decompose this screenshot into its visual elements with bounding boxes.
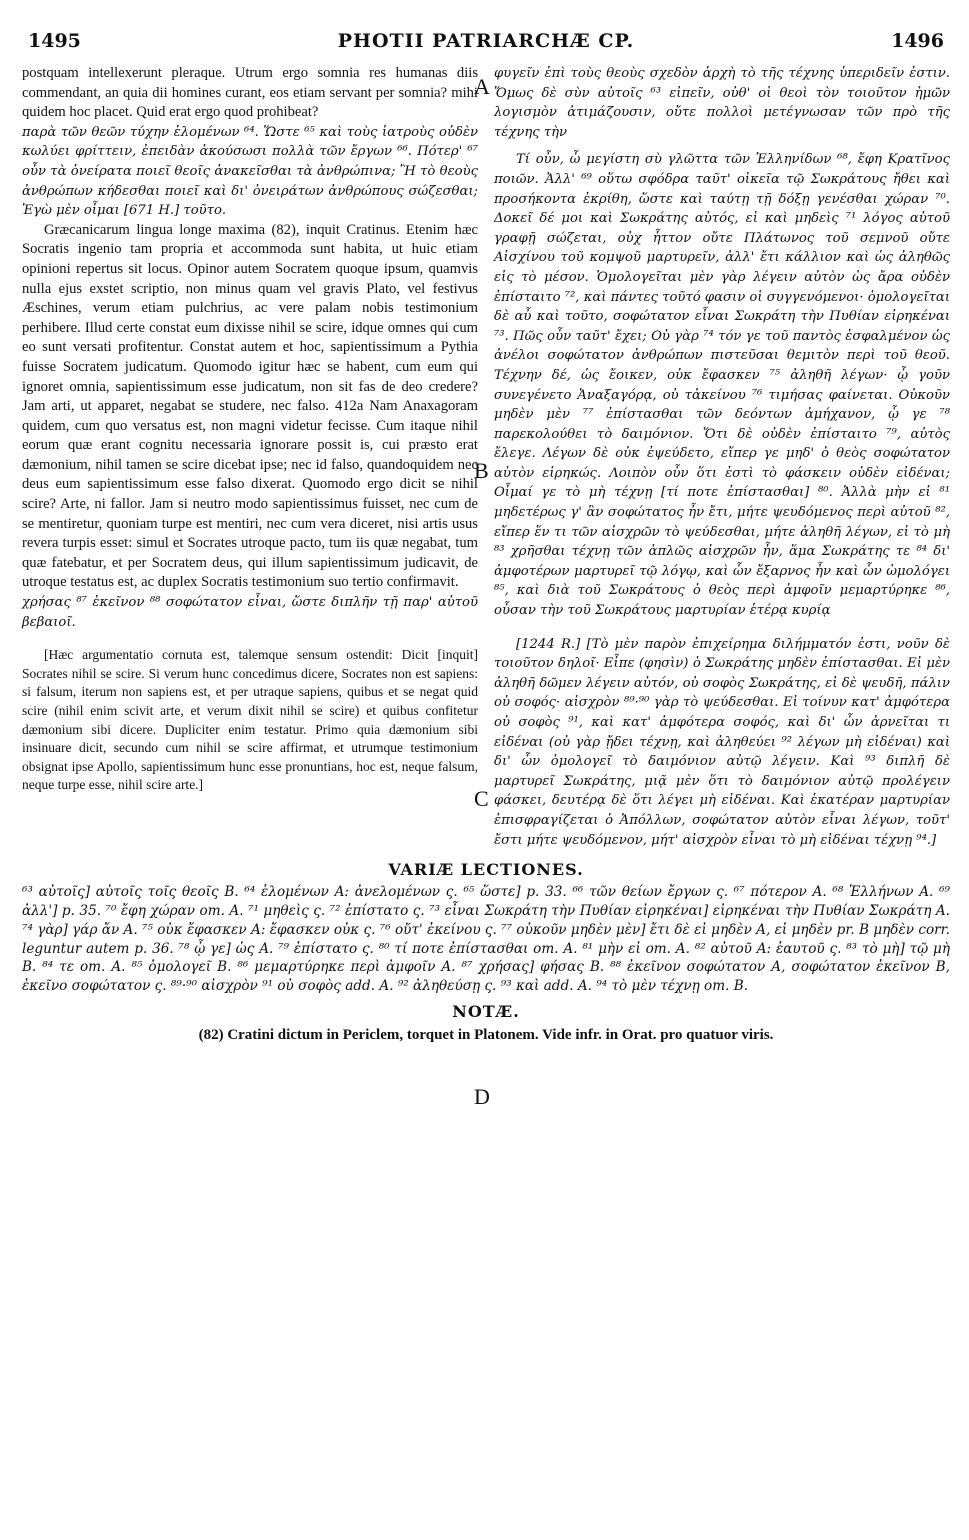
column-number-right: 1496 — [891, 30, 944, 52]
latin-scholion: [Hæc argumentatio cornuta est, talemque sensum ostendit: Dicit [inquit] Socrates nihil se scire. Si verum hunc concedimus dicere, Socrates non est sapiens: si falsum, iterum non sapiens est, et per utraque sapiens, quibus et se negat quid scire (nihil enim scivit arte, et verum dixit nihil se scire) et quibus confitetur dæmonium sibi dicere. Dupliciter enim testatur. Primo quia dæmonium sibi insinuare dicit, secundo cum nihil se scire affirmat, et utrumque testimonium obsignat ipse Apollo, sapientissimum hunc esse pronuntians, hoc est, neque falsum, neque turpe esse, nihil scire arte.] — [22, 647, 478, 793]
margin-letter-a: A — [474, 74, 490, 99]
notae-text: (82) Cratini dictum in Periclem, torquet in Platonem. Vide infr. in Orat. pro quatuor viris. — [198, 1026, 774, 1043]
greek-scholion: [1244 R.] [Τὸ μὲν παρὸν ἐπιχείρημα διλήμματόν ἐστι, νοῦν δὲ τοιοῦτον δηλοῖ· Εἶπε (φησὶν) ὁ Σωκράτης μηδὲν ἐπίστασθαι. Εἰ μὲν ἀληθῆ δῶμεν λέγειν αὐτόν, οὐ σοφὸς Σωκράτης, εἰ δὲ ψευδῆ, πάλιν οὐ σοφός· αἰσχρὸν ⁸⁹·⁹⁰ γὰρ τὸ ψεύδεσθαι. Εἰ τοίνυν κατ' ἀμφότερα οὐ σοφὸς ⁹¹, καὶ κατ' ἀμφότερα σοφός, καὶ δι' ὧν ἀρνεῖται τι εἰδέναι (οὐ γὰρ ᾔδει τέχνῃ, καὶ ἀληθεύει ⁹² λέγων μὴ εἰδέναι) καὶ δι' ὧν ὁμολογεῖ τὸ δαιμόνιον αὐτῷ λέγειν. Καὶ ⁹³ διπλῆ δὲ μαρτυρεῖ Σωκράτης, μιᾷ μὲν ὅτι τὸ δαιμόνιον αὐτῷ προλέγειν φάσκει, δευτέρᾳ δὲ ὅτι λέγει μὴ εἰδέναι. Καὶ ἑκατέραν μαρτυρίαν ἐπισφραγίζεται ὁ Ἀπόλλων, σοφώτατον αὐτὸν εἶναι λέγων, τοῦτ' ἔστι μήτε ψευδόμενον, μήτ' αἰσχρὸν εἶναι τὸ μὴ εἰδέναι τέχνῃ ⁹⁴.] — [494, 636, 950, 848]
margin-letter-b: B — [474, 458, 489, 483]
running-title: PHOTII PATRIARCHÆ CP. — [337, 30, 635, 52]
variae-lectiones-title: VARIÆ LECTIONES. — [388, 860, 584, 880]
margin-letter-c: C — [474, 786, 489, 811]
latin-paragraph-2: Græcanicarum lingua longe maxima (82), inquit Cratinus. Etenim hæc Socratis ingenio tam propria et accommoda sunt habita, ut huic etiam opinioni repertus sit locus. Opinor autem Socratem quoque ipsum, quamvis nulla ejus exstet scriptio, non minus quam vel gravis Plato, vel festivus Æschines, verum etiam pulchrius, ac vere palam nobis testimonium perhibere. Illud certe constat eum dixisse nihil se scire, idque omnes qui cum eo sunt versati profitentur. Constat autem et hoc, sapientissimum a Pythia fuisse Socratem judicatum. Quomodo igitur hæc se habent, cum eum qui ignoret omnia, sapientissimum esse judicatum, non sit fas de deo credere? Jam arti, ut apparet, negabat se studere, nec falso. 412a Nam Anaxagoram quidem, cum quo versatus est, non magni videtur fecisse. Cum itaque nihil eorum quæ erant cognitu necessaria ignorare possit is, cui præsto erat dæmonium, nihil tamen se scire dicebat ipse; nec id falso, quandoquidem nec deus eum sapientissimum esse falso dixerat. Quomodo ergo dicit se nihil scire? Arte, ni fallor. Jam si neutro modo sapientissimus fuisset, nec cum de se mentiretur, quoniam turpe est mentiri, nec cum vera diceret, nisi artis usus revera turpis esset: simul et Socrates utroque pacto, tum iis quæ negabat, tum quæ fatebatur, et per Socratem deus, qui illum sapientissimum judicavit, de utroque testatus est, ac duplex Socratis testimonium suo tertio confirmavit. — [22, 221, 478, 591]
column-number-left: 1495 — [28, 30, 81, 52]
margin-letter-d: D — [474, 1084, 490, 1109]
latin-paragraph-1: postquam intellexerunt pleraque. Utrum ergo somnia res humanas diis commendant, an quia dii homines curant, eos etiam servant per somnia? mihi quidem hoc placet. Quid erat ergo quod prohibeat? — [22, 65, 478, 121]
greek-paragraph-1: φυγεῖν ἐπὶ τοὺς θεοὺς σχεδὸν ἀρχὴ τὸ τῆς τέχνης ὑπεριδεῖν ἐστιν. Ὅμως δὲ σὺν αὐτοῖς ⁶³ εἰπεῖν, οὐθ' οἱ θεοὶ τὸν τοιοῦτον ἡμῶν λογισμὸν ἀτιμάζουσιν, οὔτε πολλοὶ μετέγνωσαν τῶν πρὸ τῆς τέχνης τὴν — [494, 66, 950, 140]
greek-paragraph-2: Τί οὖν, ὦ μεγίστη σὺ γλῶττα τῶν Ἑλληνίδων ⁶⁸, ἔφη Κρατῖνος ποιῶν. Ἀλλ' ⁶⁹ οὕτω σφόδρα ταῦτ' οἰκεῖα τῷ Σωκράτους ἤθει καὶ προσήκοντα ἐκρίθη, ὥστε καὶ ταύτῃ τῇ δόξῃ γενέσθαι χώραν ⁷⁰. Δοκεῖ δέ μοι καὶ Σωκράτης αὐτός, εἰ καὶ μηδεὶς ⁷¹ λόγος αὐτοῦ γραφῇ σώζεται, οὐχ ἧττον οὔτε Πλάτωνος τοῦ σεμνοῦ οὔτε Αἰσχίνου τοῦ κομψοῦ μαρτυρεῖν, ἀλλ' ἔτι κάλλιον καὶ ὡς ἀληθῶς εἰς τὸ μέσον. Ὁμολογεῖται μὲν γὰρ λέγειν αὐτὸν ὡς ἄρα οὐδὲν ἐπίσταιτο ⁷², καὶ πάντες τοῦτό φασιν οἱ συγγενόμενοι· ὁμολογεῖται δὲ αὖ καὶ τοῦτο, σοφώτατον εἶναι Σωκράτη τὴν Πυθίαν εἰρηκέναι ⁷³. Πῶς οὖν ταῦτ' ἔχει; Οὐ γὰρ ⁷⁴ τόν γε τοῦ παντὸς ἐσφαλμένον ὡς ἀνέλοι σοφώτατον ἀνθρώπων πιστεῦσαι θεμιτὸν περὶ τοῦ θεοῦ. Τέχνην δέ, ὡς ἔοικεν, οὐκ ἔφασκεν ⁷⁵ ἀληθῆ λέγων· ᾧ γοῦν συνεγένετο Ἀναξαγόρᾳ, οὐ τἀκείνου ⁷⁶ τιμήσας φαίνεται. Οὐκοῦν μηδὲν μὲν ⁷⁷ ἐπίστασθαι τῶν δεόντων ἀμήχανον, ᾧ γε ⁷⁸ παρεκολούθει τὸ δαιμόνιον. Ὅτι δὲ οὐδὲν ἐπίσταιτο ⁷⁹, αὐτὸς ἔλεγε. Λέγων δὲ οὐκ ἐψεύδετο, εἴπερ γε μηδ' ὁ θεὸς σοφώτατον αὐτὸν εἰρηκώς. Λοιπὸν οὖν ὅτι ἐστὶ τὸ φάσκειν οὐδὲν εἰδέναι; Οἶμαί γε τὸ μὴ τέχνῃ [τί ποτε ἐπίστασθαι] ⁸⁰. Ἀλλὰ μὴν εἰ ⁸¹ μηδετέρως γ' ἂν σοφώτατος ἦν ἔτι, μήτε ψευδόμενος περὶ αὐτοῦ ⁸², εἴπερ ἕν τι τῶν αἰσχρῶν τὸ ψεύδεσθαι, μήτε ἀληθῆ λέγων, εἰ τὸ μὴ ⁸³ χρῆσθαι τέχνῃ τῶν ἁπλῶς αἰσχρῶν ἦν, ἅμα Σωκράτης τε ⁸⁴ δι' ἀμφοτέρων μαρτυρεῖ τῷ λόγῳ, καὶ ὧν ἔξαρνος ἦν καὶ ὧν ὡμολόγει ⁸⁵, καὶ διὰ τοῦ Σωκράτους ὁ θεὸς περὶ ἀμφοῖν μεμαρτύρηκε ⁸⁶, οὖσαν τὴν τοῦ Σωκράτους μαρτυρίαν ἑτέρᾳ κυρίᾳ — [494, 152, 950, 619]
latin-column — [22, 64, 478, 850]
greek-continuation-2: χρήσας ⁸⁷ ἐκεῖνον ⁸⁸ σοφώτατον εἶναι, ὥστε διπλῆν τῇ παρ' αὐτοῦ βεβαιοῖ. — [22, 595, 478, 630]
notae-title: NOTÆ. — [452, 1001, 520, 1021]
greek-continuation-1: παρὰ τῶν θεῶν τύχην ἑλομένων ⁶⁴. Ὥστε ⁶⁵ καὶ τοὺς ἰατροὺς οὐδὲν κωλύει φρίττειν, ἐπειδὰν ἀκούσωσι πολλὰ τῶν ἔργων ⁶⁶. Πότερ' ⁶⁷ οὖν τὰ ὀνείρατα ποιεῖ θεοῖς ἀνακεῖσθαι τὰ ἀνθρώπινα; Ἢ τὸ θεοὺς ἀνθρώπων κήδεσθαι ποιεῖ καὶ δι' ὀνειράτων ἀνθρώπους σώζεσθαι; Ἐγὼ μὲν οἶμαι [671 H.] τοῦτο. — [22, 124, 478, 219]
variae-lectiones-text: ⁶³ αὐτοῖς] αὐτοῖς τοῖς θεοῖς B. ⁶⁴ ἑλομένων A: ἀνελομένων ς. ⁶⁵ ὥστε] p. 33. ⁶⁶ τῶν θείων ἔργων ς. ⁶⁷ πότερον A. ⁶⁸ Ἑλλήνων A. ⁶⁹ ἀλλ'] p. 35. ⁷⁰ ἔφη χώραν om. A. ⁷¹ μηθεὶς ς. ⁷² ἐπίστατο ς. ⁷³ εἶναι Σωκράτη τὴν Πυθίαν εἰρηκέναι] εἰρηκέναι τὴν Πυθίαν Σωκράτη A. ⁷⁴ γὰρ] γάρ ἄν A. ⁷⁵ οὐκ ἔφασκεν A: ἔφασκεν οὐκ ς. ⁷⁶ οὔτ' ἐκείνου ς. ⁷⁷ οὐκοῦν μηδὲν μὲν] ἔτι δὲ εἰ μηδὲν A, εἰ μηδὲν pr. B μηδὲν corr. leguntur autem p. 36. ⁷⁸ ᾧ γε] ὡς A. ⁷⁹ ἐπίστατο ς. ⁸⁰ τί ποτε ἐπίστασθαι om. A. ⁸¹ μὴν εἰ om. A. ⁸² αὐτοῦ A: ἑαυτοῦ ς. ⁸³ τὸ μὴ] τῷ μὴ B. ⁸⁴ τε om. A. ⁸⁵ ὁμολογεῖ B. ⁸⁶ μεμαρτύρηκε περὶ ἀμφοῖν A. ⁸⁷ χρήσας] φήσας B. ⁸⁸ ἐκεῖνον σοφώτατον A, σοφώτατον ἐκεῖνον B, ἐκεῖνο σοφώτατον ς. ⁸⁹·⁹⁰ αἰσχρὸν ⁹¹ οὐ σοφὸς add. A. ⁹² ἀληθεύσῃ ς. ⁹³ καὶ add. A. ⁹⁴ τὸ μὲν τέχνῃ om. B. — [22, 884, 950, 995]
page — [22, 30, 950, 1109]
page-header — [22, 30, 950, 64]
greek-column — [494, 64, 950, 850]
